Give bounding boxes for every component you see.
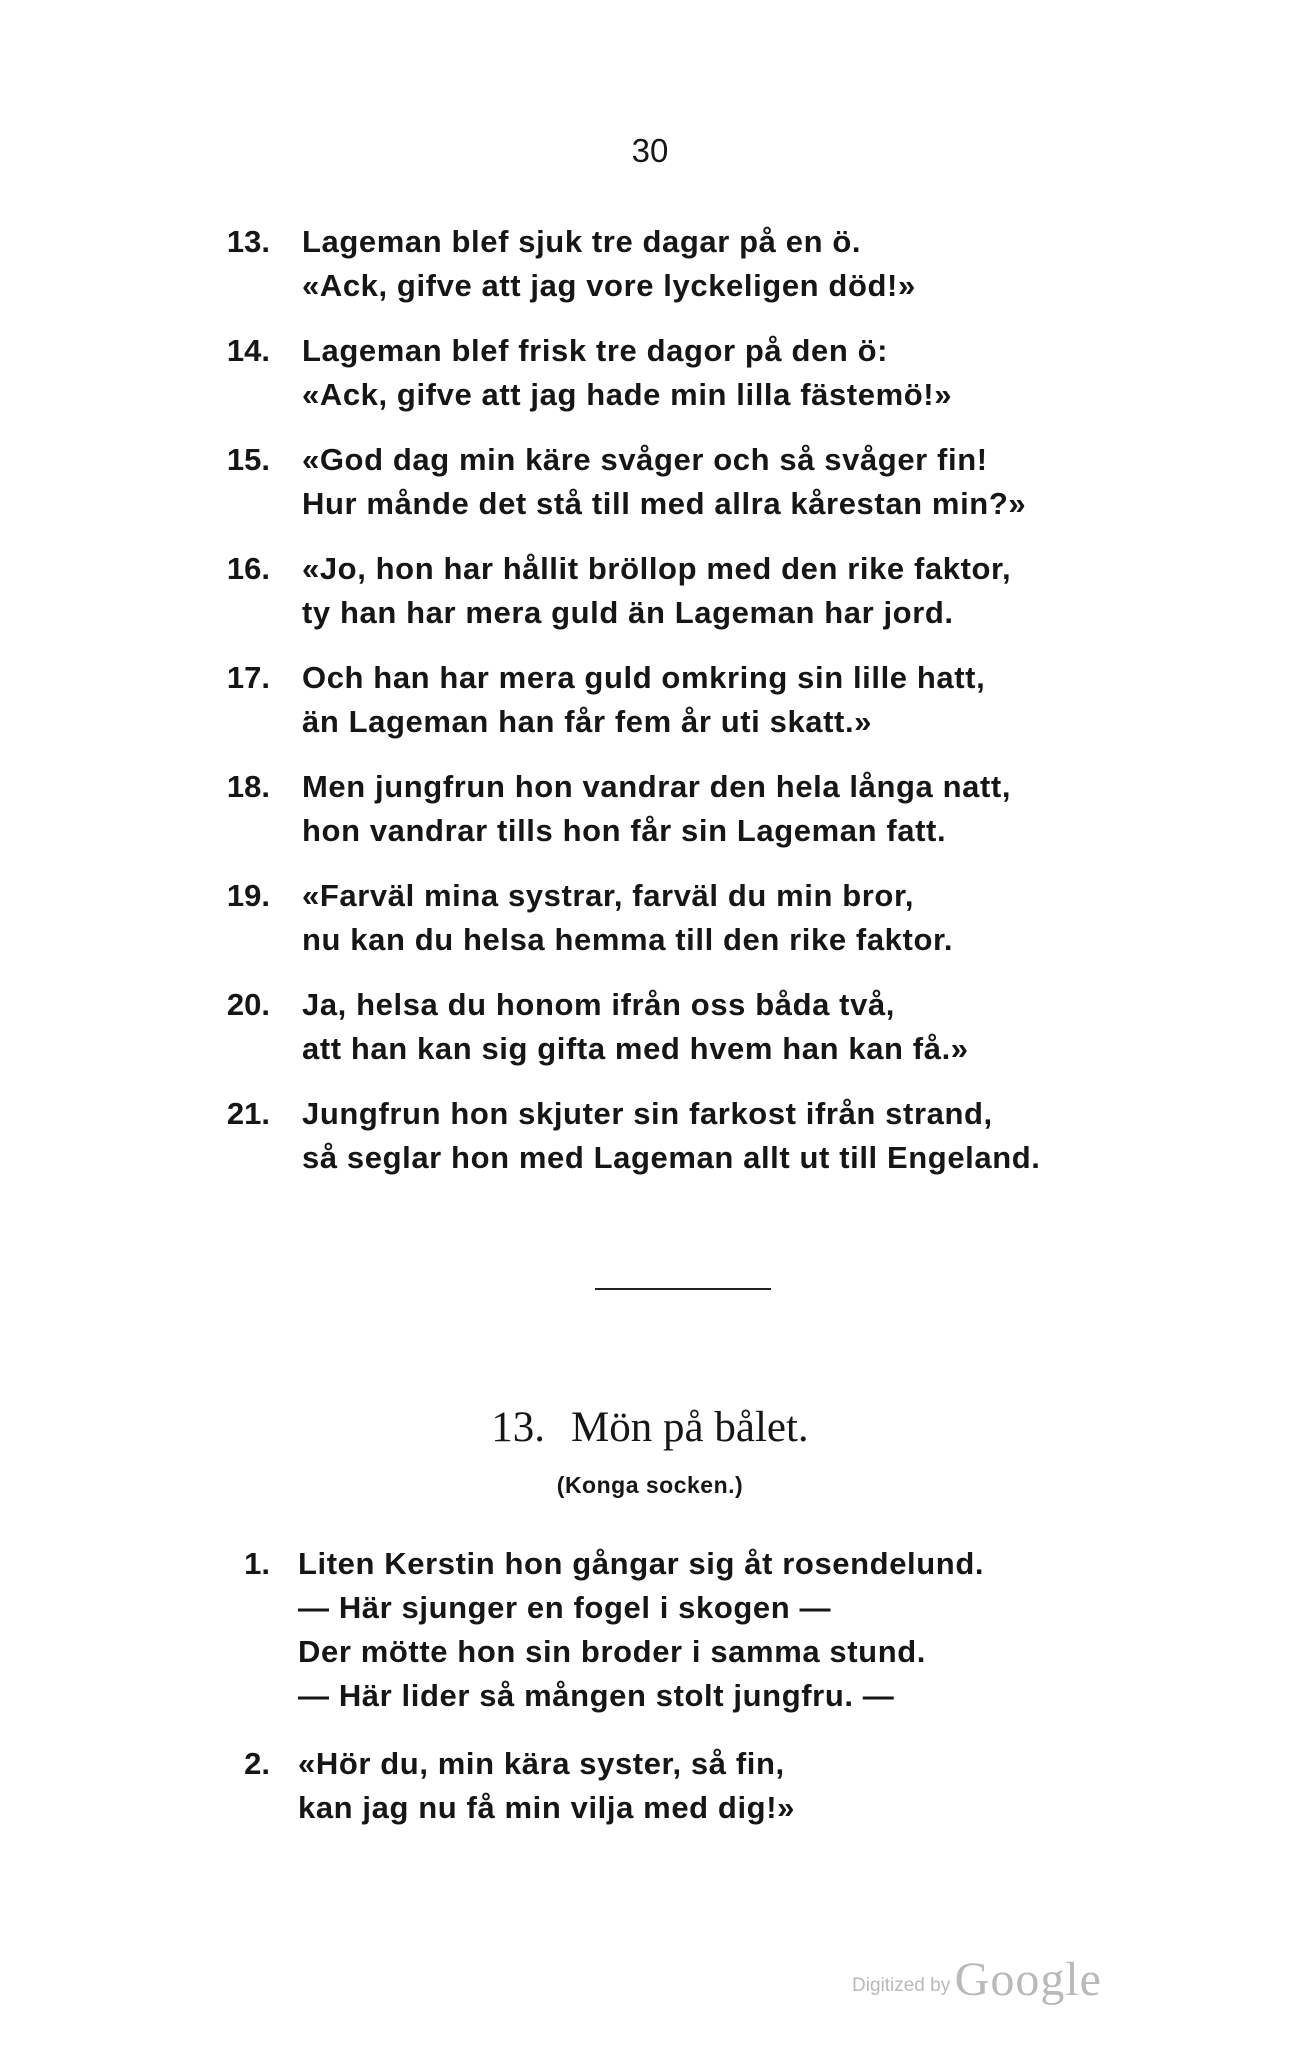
verse-line: «Ack, gifve att jag hade min lilla fästemö!»: [302, 377, 953, 412]
stanza-number: 21.: [226, 1096, 270, 1131]
refrain-line: — Här lider så mången stolt jungfru. —: [298, 1678, 895, 1713]
stanza-number: 17.: [226, 660, 270, 695]
verse-line: Lageman blef frisk tre dagor på den ö:: [302, 333, 889, 368]
song-title-text: Mön på bålet.: [571, 1404, 809, 1451]
verse-line: Ja, helsa du honom ifrån oss båda två,: [302, 987, 895, 1022]
stanza-number: 15.: [226, 442, 270, 477]
verse-line: ty han har mera guld än Lageman har jord.: [302, 595, 954, 630]
song-title: [0, 1400, 1300, 1456]
page-number: 30: [631, 132, 669, 169]
stanza-number: 18.: [226, 769, 270, 804]
stanza-number: 16.: [226, 551, 270, 586]
verse-line: Och han har mera guld omkring sin lille hatt,: [302, 660, 986, 695]
stanza-number: 14.: [226, 333, 270, 368]
stanza-number: 20.: [226, 987, 270, 1022]
verse-line: «Farväl mina systrar, farväl du min bror,: [302, 878, 915, 913]
verse-line: «Hör du, min kära syster, så fin,: [298, 1746, 785, 1781]
watermark-prefix: Digitized by: [852, 1975, 951, 1996]
refrain-line: — Här sjunger en fogel i skogen —: [298, 1590, 832, 1625]
verse-line: Men jungfrun hon vandrar den hela långa natt,: [302, 769, 1012, 804]
verse-line: att han kan sig gifta med hvem han kan få.»: [302, 1031, 969, 1066]
digitized-watermark: [852, 1952, 1102, 2007]
verse-line: «Jo, hon har hållit bröllop med den rike faktor,: [302, 551, 1012, 586]
google-logo: Google: [954, 1953, 1102, 2006]
stanza-number: 19.: [226, 878, 270, 913]
stanza-number: 13.: [226, 224, 270, 259]
verse-line: Jungfrun hon skjuter sin farkost ifrån strand,: [302, 1096, 993, 1131]
verse-line: hon vandrar tills hon får sin Lageman fatt.: [302, 813, 947, 848]
verse-line: kan jag nu få min vilja med dig!»: [298, 1790, 795, 1825]
verse-line: Liten Kerstin hon gångar sig åt rosendelund.: [298, 1546, 985, 1581]
stanza-number: 1.: [244, 1546, 270, 1581]
verse-line: Der mötte hon sin broder i samma stund.: [298, 1634, 926, 1669]
section-divider: [595, 1288, 771, 1290]
verse-line: så seglar hon med Lageman allt ut till Engeland.: [302, 1140, 1041, 1175]
stanza-number: 2.: [244, 1746, 270, 1781]
verse-line: än Lageman han får fem år uti skatt.»: [302, 704, 873, 739]
verse-line: Hur månde det stå till med allra kårestan min?»: [302, 486, 1027, 521]
song-subtitle: (Konga socken.): [556, 1472, 744, 1498]
verse-line: Lageman blef sjuk tre dagar på en ö.: [302, 224, 862, 259]
verse-line: «Ack, gifve att jag vore lyckeligen död!»: [302, 268, 916, 303]
song-number: 13.: [491, 1404, 546, 1451]
verse-line: nu kan du helsa hemma till den rike faktor.: [302, 922, 954, 957]
verse-line: «God dag min käre svåger och så svåger fin!: [302, 442, 988, 477]
